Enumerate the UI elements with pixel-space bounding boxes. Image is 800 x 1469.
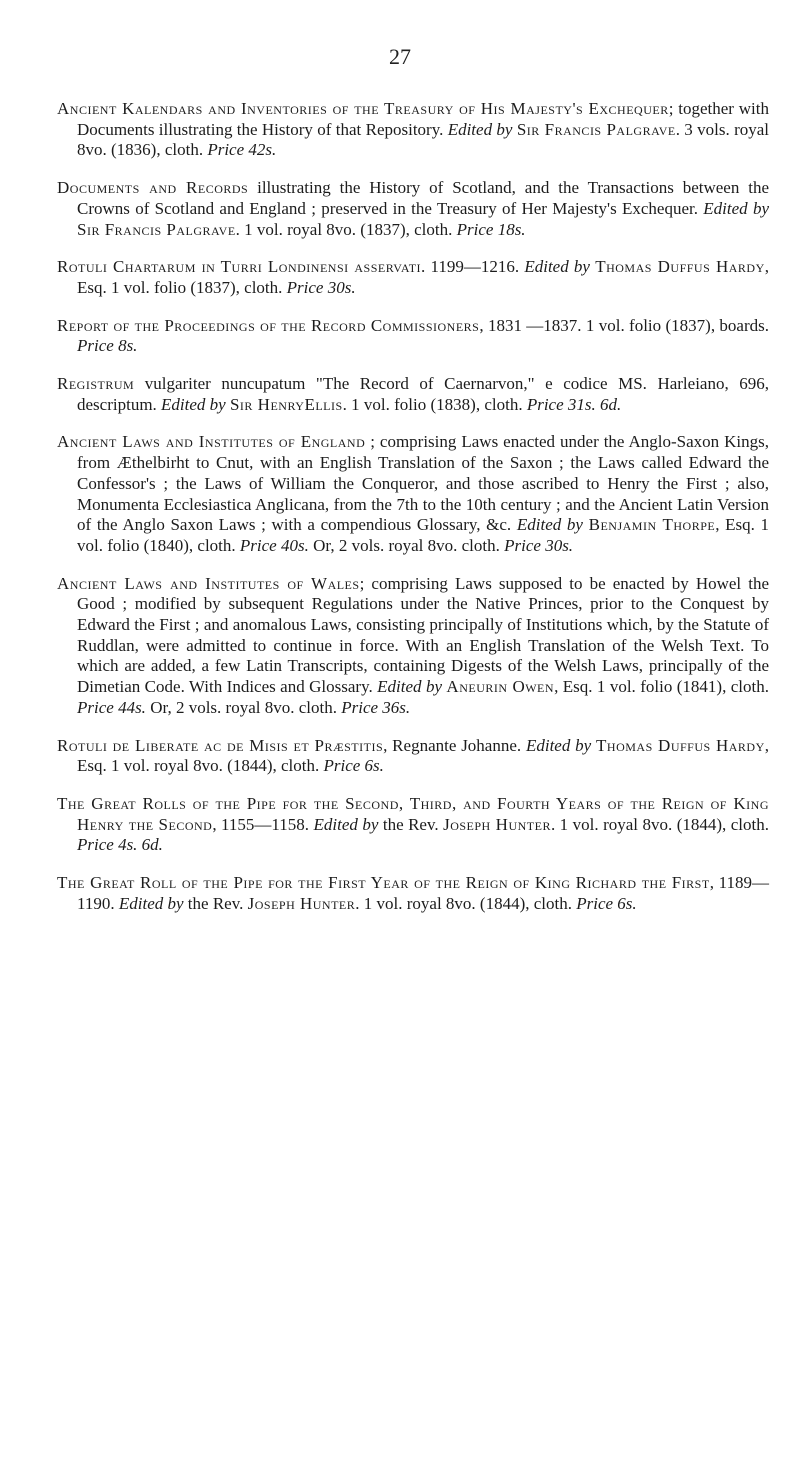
entry-price: Price 6s. xyxy=(323,756,384,776)
entry-body: ; comprising Laws enacted under the Anglo-Saxon Kings, from Æthelbirht to Cnut, with an English Translation of the Saxon ; the Laws called Edward the Confessor's ; the Laws of William the Conqueror, and those ascribed to Henry the First ; also, Monumenta Ecclesiastica Anglicana, from the 7th to the 10th century ; and the Ancient Latin Version of the Anglo Saxon Laws ; with a compendious Glossary, &c. xyxy=(77,432,769,535)
catalogue-entry xyxy=(57,257,769,298)
entry-body: . 1199—1216. xyxy=(421,257,525,277)
catalogue-entry xyxy=(57,574,769,719)
page-number: 27 xyxy=(389,44,411,69)
entry-details: . 1 vol. royal 8vo. (1837), cloth. xyxy=(235,219,457,239)
entry-alt-edition: Or, 2 vols. royal 8vo. cloth. xyxy=(145,697,342,717)
entry-price: Price 40s. xyxy=(239,535,309,555)
entry-editor: Aneurin Owen xyxy=(446,677,555,697)
entry-editor-prefix: the Rev. xyxy=(378,814,444,834)
entry-editor: Thomas Duffus Hardy xyxy=(596,735,765,755)
entry-editor: Sir HenryEllis xyxy=(229,394,343,414)
entry-title: Rotuli de Liberate ac de Misis et Præstitis xyxy=(57,735,384,755)
entry-edited-by: Edited by xyxy=(447,119,513,139)
entry-price: Price 30s. xyxy=(286,277,356,297)
entry-price: Price 6s. xyxy=(576,893,637,913)
entry-details: , Esq. 1 vol. folio (1840), cloth. xyxy=(77,515,770,555)
entry-details: , Esq. 1 vol. folio (1837), cloth. xyxy=(77,257,770,297)
entry-body: ; together with Documents illustrating the History of that Repository. xyxy=(77,99,769,139)
entry-editor: Sir Francis Palgrave xyxy=(77,219,236,239)
entry-details: , Esq. 1 vol. royal 8vo. (1844), cloth. xyxy=(77,735,770,776)
entry-title: Registrum xyxy=(57,374,135,394)
catalogue-entry xyxy=(57,794,769,856)
entry-body: , 1155—1158. xyxy=(212,814,314,834)
entry-edited-by: Edited by xyxy=(703,198,769,218)
entry-editor: Benjamin Thorpe xyxy=(588,515,716,535)
entry-title: The Great Roll of the Pipe for the First Year of the Reign of King Richard the First xyxy=(57,873,710,893)
catalogue-entries xyxy=(57,82,769,932)
entry-title: Ancient Kalendars and Inventories of the Treasury of His Majesty's Exchequer xyxy=(57,99,669,118)
entry-body: , 1831 —1837. 1 vol. folio (1837), boards. xyxy=(479,315,769,335)
entry-body: ; comprising Laws supposed to be enacted by Howel the Good ; modified by subsequent Regulations under the Native Princes, prior to the Conquest by Edward the First ; and anomalous Laws, consisting principally of Institutions which, by the Statute of Ruddlan, were admitted to continue in force. With an English Translation of the Welsh Text. To which are added, a few Latin Transcripts, containing Digests of the Welsh Laws, principally of the Dimetian Code. With Indices and Glossary. xyxy=(77,573,770,697)
catalogue-entry xyxy=(57,736,769,777)
entry-title: Rotuli Chartarum in Turri Londinensi asservati xyxy=(57,257,422,277)
entry-price: Price 18s. xyxy=(456,219,526,239)
entry-details: . 1 vol. royal 8vo. (1844), cloth. xyxy=(550,814,769,834)
entry-editor-prefix: the Rev. xyxy=(183,893,248,913)
entry-alt-price: Price 36s. xyxy=(341,697,411,717)
entry-price: Price 31s. 6d. xyxy=(526,394,622,414)
entry-price: Price 42s. xyxy=(207,140,277,160)
catalogue-entry xyxy=(57,178,769,240)
entry-edited-by: Edited by xyxy=(516,515,583,535)
catalogue-entry xyxy=(57,432,769,556)
entry-alt-price: Price 30s. xyxy=(504,535,574,555)
entry-details: , Esq. 1 vol. folio (1841), cloth. xyxy=(554,677,769,697)
entry-body: , Regnante Johanne. xyxy=(383,735,526,755)
entry-title: Documents and Records xyxy=(57,178,249,198)
entry-details: . 1 vol. folio (1838), cloth. xyxy=(342,394,527,414)
entry-title: Ancient Laws and Institutes of Wales xyxy=(57,573,360,593)
entry-editor: Sir Francis Palgrave xyxy=(516,119,676,139)
entry-body: , 1189—1190. xyxy=(77,873,769,913)
entry-edited-by: Edited by xyxy=(313,814,379,834)
catalogue-entry xyxy=(57,873,769,914)
catalogue-entry xyxy=(57,99,769,161)
entry-details: . 3 vols. royal 8vo. (1836), cloth. xyxy=(77,119,770,160)
entry-editor: Joseph Hunter xyxy=(247,893,356,913)
entry-body: illustrating the History of Scotland, and the Transactions between the Crowns of Scotland and England ; preserved in the Treasury of Her Majesty's Exchequer. xyxy=(77,178,769,218)
entry-edited-by: Edited by xyxy=(525,735,592,755)
entry-editor: Thomas Duffus Hardy xyxy=(595,257,765,277)
entry-edited-by: Edited by xyxy=(161,394,226,414)
entry-price: Price 44s. xyxy=(77,697,146,717)
catalogue-entry xyxy=(57,374,769,415)
entry-title: Report of the Proceedings of the Record Commissioners xyxy=(57,315,480,335)
entry-alt-edition: Or, 2 vols. royal 8vo. cloth. xyxy=(308,535,505,555)
entry-editor: Joseph Hunter xyxy=(443,814,551,834)
entry-price: Price 8s. xyxy=(77,336,138,356)
entry-price: Price 4s. 6d. xyxy=(77,835,163,855)
entry-title: Ancient Laws and Institutes of England xyxy=(57,432,366,452)
entry-body: vulgariter nuncupatum "The Record of Caernarvon," e codice MS. Harleiano, 696, descriptum. xyxy=(77,374,769,414)
entry-edited-by: Edited by xyxy=(524,257,590,277)
entry-edited-by: Edited by xyxy=(118,893,184,913)
entry-title: The Great Rolls of the Pipe for the Second, Third, and Fourth Years of the Reign of King Henry the Second xyxy=(57,793,769,834)
catalogue-entry xyxy=(57,316,769,357)
entry-edited-by: Edited by xyxy=(377,677,442,697)
entry-details: . 1 vol. royal 8vo. (1844), cloth. xyxy=(355,893,577,913)
